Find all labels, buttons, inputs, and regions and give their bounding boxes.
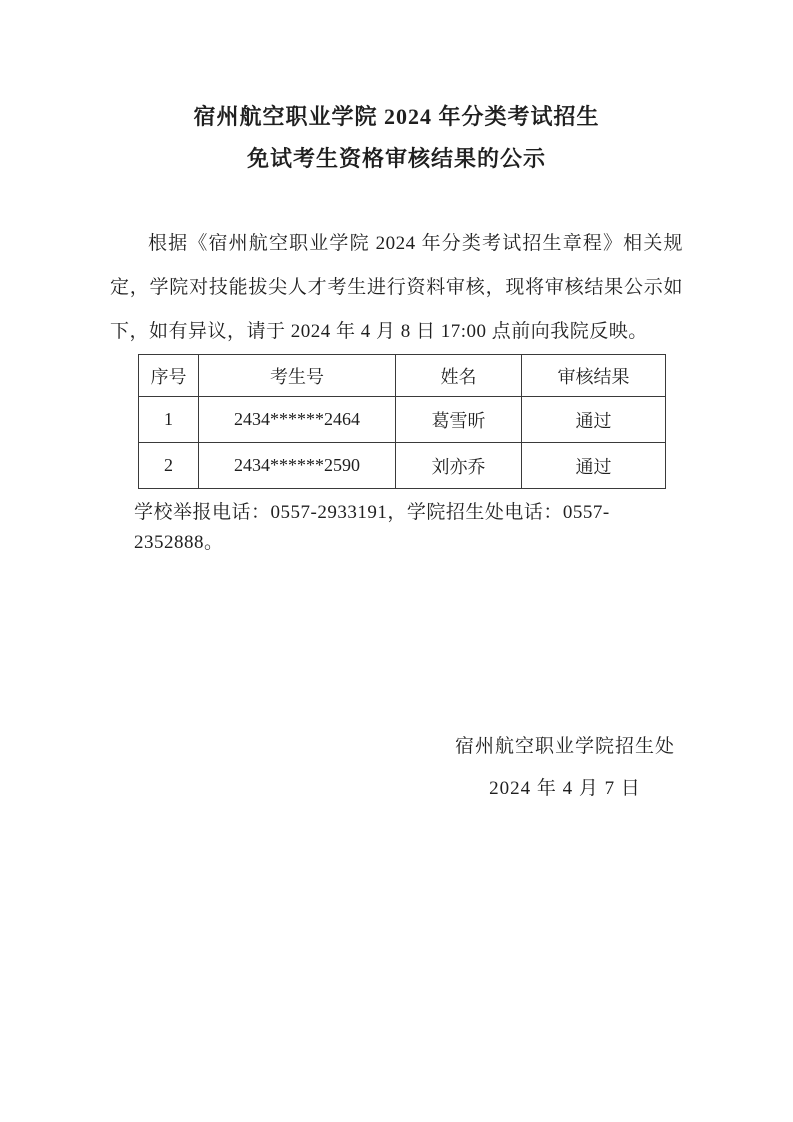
- review-results-table: [138, 354, 666, 489]
- body-paragraph: 根据《宿州航空职业学院 2024 年分类考试招生章程》相关规定，学院对技能拔尖人才考生进行资料审核，现将审核结果公示如下，如有异议，请于 2024 年 4 月 8 日 17:00 点前向我院反映。: [110, 233, 683, 342]
- header-name: 姓名: [396, 355, 522, 397]
- document-title: [110, 96, 683, 180]
- cell-serial-number: 2: [139, 443, 199, 489]
- contact-phone-line: 学校举报电话：0557-2933191，学院招生处电话：0557-2352888。: [134, 502, 610, 553]
- cell-name: 刘亦乔: [396, 443, 522, 489]
- title-line-2: 免试考生资格审核结果的公示: [246, 146, 546, 171]
- table-row: [139, 397, 666, 443]
- signature-block: [415, 726, 715, 810]
- signature-date: 2024 年 4 月 7 日: [489, 778, 641, 799]
- header-review-result: 审核结果: [522, 355, 666, 397]
- cell-serial-number: 1: [139, 397, 199, 443]
- cell-review-result: 通过: [522, 397, 666, 443]
- table-header-row: [139, 355, 666, 397]
- header-candidate-number: 考生号: [199, 355, 396, 397]
- table-row: [139, 443, 666, 489]
- cell-candidate-number: 2434******2464: [199, 397, 396, 443]
- signature-department: 宿州航空职业学院招生处: [454, 736, 675, 757]
- cell-review-result: 通过: [522, 443, 666, 489]
- header-serial-number: 序号: [139, 355, 199, 397]
- cell-name: 葛雪昕: [396, 397, 522, 443]
- cell-candidate-number: 2434******2590: [199, 443, 396, 489]
- title-line-1: 宿州航空职业学院 2024 年分类考试招生: [193, 104, 600, 129]
